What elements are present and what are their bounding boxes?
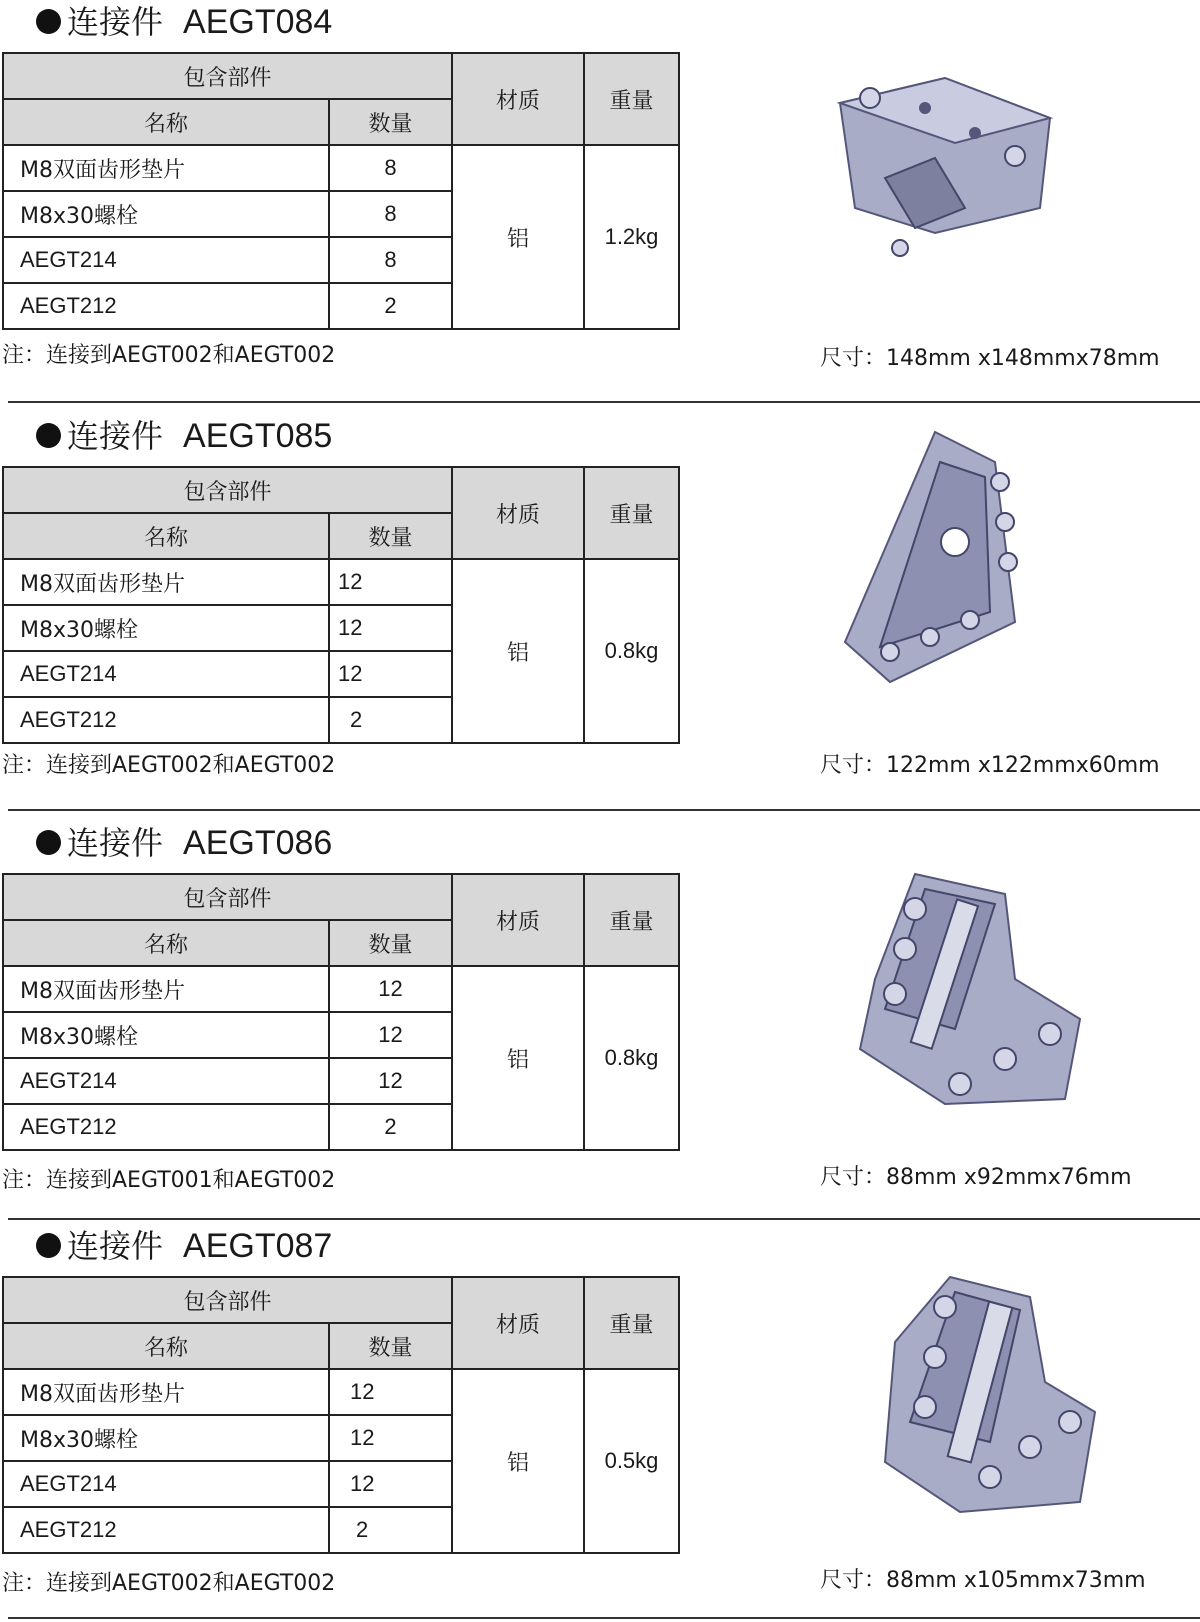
- part-qty: 2: [329, 697, 452, 743]
- header-name: 名称: [3, 513, 329, 559]
- part-name: M8x30螺栓: [3, 1415, 329, 1461]
- table-row: [3, 1369, 679, 1415]
- bullet-icon: [36, 830, 61, 855]
- material-value: 铝: [452, 1369, 584, 1553]
- part-name: M8双面齿形垫片: [3, 145, 329, 191]
- part-qty: 2: [329, 1104, 452, 1150]
- section-title: [36, 414, 332, 458]
- product-section-aegt084: [0, 3, 1200, 388]
- part-qty: 8: [329, 145, 452, 191]
- header-material: 材质: [452, 1277, 584, 1369]
- dimensions-text: 尺寸：88mm x105mmx73mm: [820, 1568, 1146, 1593]
- part-name: AEGT212: [3, 283, 329, 329]
- connector-3d-render-icon: [830, 422, 1040, 712]
- part-qty: 2: [329, 283, 452, 329]
- section-title: [36, 821, 332, 865]
- title-prefix: 连接件: [67, 3, 164, 41]
- bullet-icon: [36, 1233, 61, 1258]
- part-name: M8x30螺栓: [3, 191, 329, 237]
- part-name: M8x30螺栓: [3, 1012, 329, 1058]
- header-weight: 重量: [584, 53, 679, 145]
- section-divider: [8, 1218, 1200, 1220]
- part-name: AEGT214: [3, 1058, 329, 1104]
- header-weight: 重量: [584, 874, 679, 966]
- part-name: M8双面齿形垫片: [3, 966, 329, 1012]
- part-name: AEGT214: [3, 651, 329, 697]
- part-qty: 12: [329, 651, 452, 697]
- section-divider: [8, 809, 1200, 811]
- part-name: AEGT212: [3, 697, 329, 743]
- product-section-aegt085: [0, 417, 1200, 802]
- header-included-parts: 包含部件: [3, 53, 452, 99]
- part-name: AEGT214: [3, 1461, 329, 1507]
- part-qty: 8: [329, 237, 452, 283]
- header-material: 材质: [452, 53, 584, 145]
- connector-3d-render-icon: [855, 869, 1095, 1114]
- weight-value: 1.2kg: [584, 145, 679, 329]
- section-divider: [8, 1617, 1200, 1619]
- note-text: 注：连接到AEGT001和AEGT002: [2, 1168, 336, 1193]
- table-row: [3, 966, 679, 1012]
- spec-table: [2, 873, 680, 1151]
- connector-3d-render-icon: [825, 58, 1065, 278]
- part-name: AEGT214: [3, 237, 329, 283]
- material-value: 铝: [452, 145, 584, 329]
- header-quantity: 数量: [329, 1323, 452, 1369]
- spec-table: [2, 1276, 680, 1554]
- part-qty: 12: [329, 1058, 452, 1104]
- part-name: M8x30螺栓: [3, 605, 329, 651]
- part-qty: 12: [329, 559, 452, 605]
- weight-value: 0.8kg: [584, 966, 679, 1150]
- header-quantity: 数量: [329, 513, 452, 559]
- part-qty: 12: [329, 605, 452, 651]
- part-name: M8双面齿形垫片: [3, 559, 329, 605]
- product-section-aegt086: [0, 824, 1200, 1209]
- part-qty: 12: [329, 1369, 452, 1415]
- section-title: [36, 1224, 332, 1268]
- product-code: AEGT085: [183, 417, 333, 455]
- header-included-parts: 包含部件: [3, 467, 452, 513]
- connector-3d-render-icon: [880, 1272, 1110, 1522]
- title-prefix: 连接件: [67, 824, 164, 862]
- title-prefix: 连接件: [67, 1227, 164, 1265]
- note-text: 注：连接到AEGT002和AEGT002: [2, 1571, 336, 1596]
- table-row: [3, 145, 679, 191]
- note-text: 注：连接到AEGT002和AEGT002: [2, 343, 336, 368]
- dimensions-text: 尺寸：122mm x122mmx60mm: [820, 753, 1160, 778]
- header-name: 名称: [3, 1323, 329, 1369]
- part-name: AEGT212: [3, 1104, 329, 1150]
- product-code: AEGT087: [183, 1227, 333, 1265]
- table-row: [3, 559, 679, 605]
- header-name: 名称: [3, 99, 329, 145]
- bullet-icon: [36, 9, 61, 34]
- product-code: AEGT086: [183, 824, 333, 862]
- part-qty: 2: [329, 1507, 452, 1553]
- header-material: 材质: [452, 467, 584, 559]
- spec-table: [2, 52, 680, 330]
- part-qty: 8: [329, 191, 452, 237]
- header-quantity: 数量: [329, 920, 452, 966]
- dimensions-text: 尺寸：88mm x92mmx76mm: [820, 1165, 1132, 1190]
- product-code: AEGT084: [183, 3, 333, 41]
- weight-value: 0.5kg: [584, 1369, 679, 1553]
- product-section-aegt087: [0, 1227, 1200, 1612]
- part-qty: 12: [329, 966, 452, 1012]
- part-name: AEGT212: [3, 1507, 329, 1553]
- header-quantity: 数量: [329, 99, 452, 145]
- header-name: 名称: [3, 920, 329, 966]
- weight-value: 0.8kg: [584, 559, 679, 743]
- bullet-icon: [36, 423, 61, 448]
- header-weight: 重量: [584, 1277, 679, 1369]
- section-title: [36, 0, 332, 44]
- part-qty: 12: [329, 1415, 452, 1461]
- header-material: 材质: [452, 874, 584, 966]
- title-prefix: 连接件: [67, 417, 164, 455]
- header-weight: 重量: [584, 467, 679, 559]
- material-value: 铝: [452, 966, 584, 1150]
- spec-table: [2, 466, 680, 744]
- dimensions-text: 尺寸：148mm x148mmx78mm: [820, 346, 1160, 371]
- note-text: 注：连接到AEGT002和AEGT002: [2, 753, 336, 778]
- part-qty: 12: [329, 1461, 452, 1507]
- section-divider: [8, 401, 1200, 403]
- header-included-parts: 包含部件: [3, 1277, 452, 1323]
- part-qty: 12: [329, 1012, 452, 1058]
- material-value: 铝: [452, 559, 584, 743]
- part-name: M8双面齿形垫片: [3, 1369, 329, 1415]
- header-included-parts: 包含部件: [3, 874, 452, 920]
